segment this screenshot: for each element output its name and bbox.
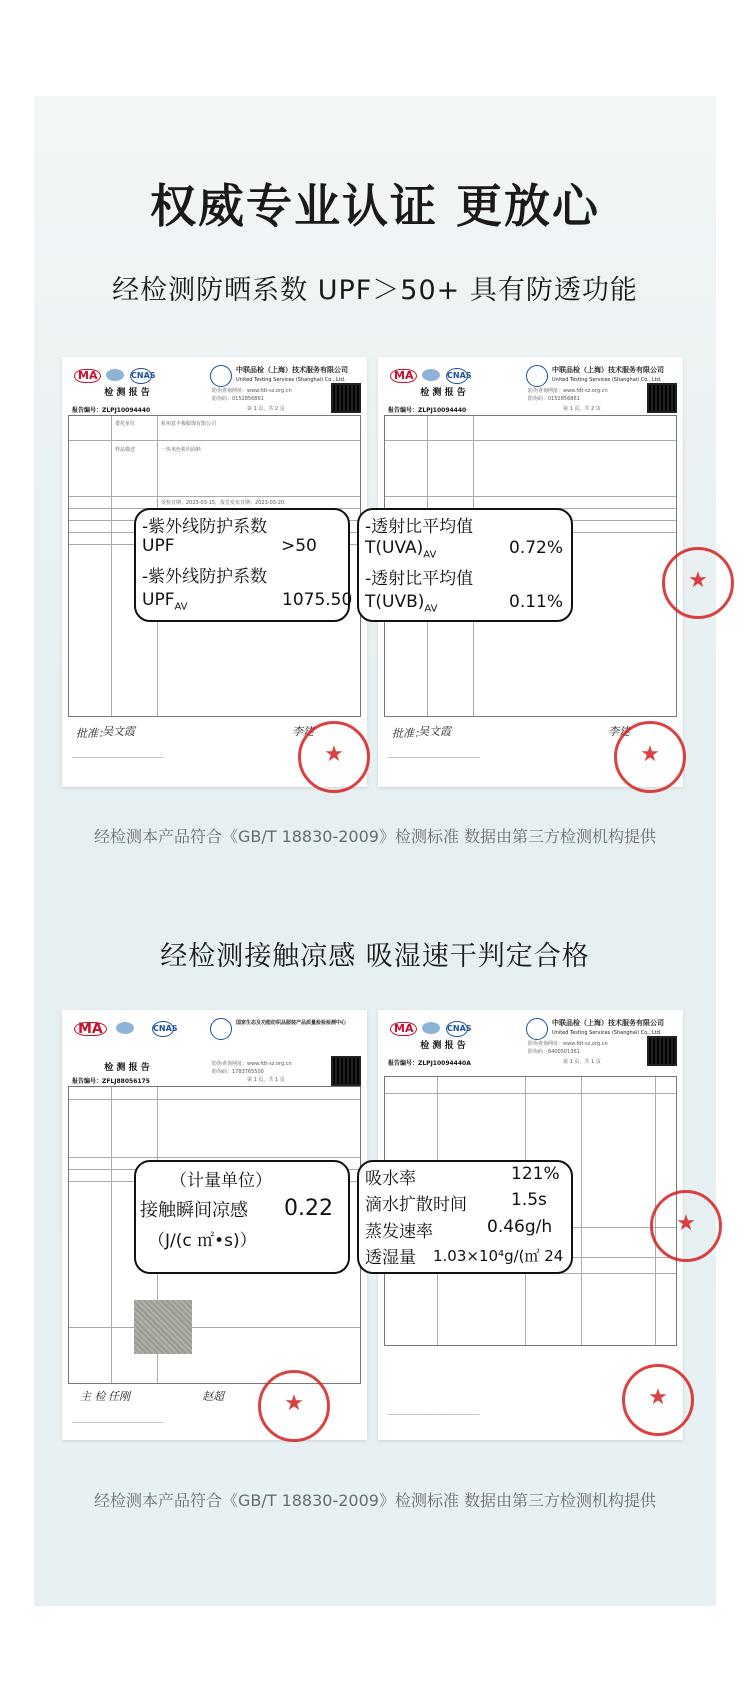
section2-caption: 经检测本产品符合《GB/T 18830-2009》检测标准 数据由第三方检测机构提供 <box>93 1491 657 1510</box>
cooling-label: 接触瞬间凉感 <box>140 1200 248 1221</box>
verify-code: 防伪码：1783765500 <box>212 1069 264 1075</box>
verify-code: 防伪码：0152856861 <box>212 396 264 402</box>
page-number: 第 1 页，共 2 页 <box>247 406 285 412</box>
upf-value-1: >50 <box>281 536 317 556</box>
report-title: 检 测 报 告 <box>104 1063 150 1073</box>
report-title: 检 测 报 告 <box>104 388 150 398</box>
uvb-label: -透射比平均值 <box>365 569 474 589</box>
qr-code-icon <box>331 1056 361 1086</box>
permeability-value: 1.03×10⁴g/(㎡ 24 <box>433 1247 564 1265</box>
upf-key-1: UPF <box>142 536 175 556</box>
org-name: 中联品检（上海）技术服务有限公司 United Testing Services (Shanghai) Co., Ltd. <box>552 1019 664 1036</box>
uva-value: 0.72% <box>509 538 564 558</box>
report-footer: ────────────────────────────────────── <box>72 1420 164 1425</box>
report-footer: ────────────────────────────────────── <box>72 755 164 760</box>
report-number: 报告编号：ZLPJ10094440 <box>72 407 151 414</box>
report-footer: ────────────────────────────────────── <box>388 1412 480 1417</box>
uts-logo-icon <box>526 365 548 387</box>
report-number: 报告编号：ZLPJ10094440A <box>388 1060 471 1067</box>
page-number: 第 1 页，共 2 页 <box>563 406 601 412</box>
cma-logo-icon: MA <box>390 1022 417 1036</box>
sample-value: 一块米色机织面料 <box>161 447 202 453</box>
cooling-callout <box>134 1160 350 1274</box>
red-seal-stamp-edge: ★ <box>662 547 734 619</box>
cnas-logo-icon: CNAS <box>152 1021 174 1037</box>
date-text: 受检日期：2023-03-15，报告发布日期：2023-03-20 <box>161 500 285 506</box>
fabric-sample-image <box>134 1300 192 1354</box>
report-header <box>70 1016 359 1048</box>
qr-code-icon <box>647 383 677 413</box>
approve-label: 批准： <box>392 727 425 740</box>
signature-1: 任刚 <box>108 1390 130 1403</box>
permeability-label: 透湿量 <box>365 1248 416 1268</box>
verify-url: 防伪查询网址：www.fdt-sz.org.cn <box>528 1041 608 1047</box>
cnas-logo-icon: CNAS <box>446 1021 468 1037</box>
org-name: 中联品检（上海）技术服务有限公司 United Testing Services (Shanghai) Co., Ltd. <box>236 366 348 383</box>
cma-logo-icon: MA <box>390 369 417 383</box>
report-number: 报告编号：ZLPJ10094440 <box>388 407 467 414</box>
signature-2: 李建 <box>292 725 314 738</box>
upf-value-2: 1075.50 <box>282 590 353 610</box>
red-seal-stamp: ★ <box>258 1370 330 1442</box>
diffusion-value: 1.5s <box>511 1190 547 1210</box>
upf-label-1: -紫外线防护系数 <box>142 517 268 537</box>
report-title: 检 测 报 告 <box>420 1041 466 1051</box>
signature-1: 吴文霞 <box>418 725 451 738</box>
cnas-logo-icon: CNAS <box>446 368 468 384</box>
page-number: 第 1 页，共 1 页 <box>247 1077 285 1083</box>
verify-code: 防伪码：6400501361 <box>528 1049 580 1055</box>
sample-label: 样品描述 <box>115 447 136 453</box>
client-value: 杭州意丰极服饰有限公司 <box>161 421 217 427</box>
transmittance-callout <box>357 508 573 622</box>
red-seal-stamp: ★ <box>622 1364 694 1436</box>
unit-label: （计量单位） <box>170 1171 272 1191</box>
qr-code-icon <box>331 383 361 413</box>
uts-logo-icon <box>210 365 232 387</box>
absorption-value: 121% <box>511 1164 560 1184</box>
uva-label: -透射比平均值 <box>365 517 474 537</box>
section1-subtitle: 经检测防晒系数 UPF＞50+ 具有防透功能 <box>112 275 638 306</box>
uvb-value: 0.11% <box>509 592 564 612</box>
section1-caption: 经检测本产品符合《GB/T 18830-2009》检测标准 数据由第三方检测机构提供 <box>93 827 657 846</box>
evaporation-label: 蒸发速率 <box>365 1222 433 1242</box>
page-heading: 权威专业认证 更放心 <box>149 179 600 233</box>
section2-subtitle: 经检测接触凉感 吸湿速干判定合格 <box>160 941 590 972</box>
report-number: 报告编号：ZFLJ88056175 <box>72 1078 150 1085</box>
uts-logo-icon <box>526 1018 548 1040</box>
signature-2: 赵超 <box>202 1390 224 1403</box>
client-label: 委托单位 <box>115 421 136 427</box>
cma-logo-icon: MA <box>74 1022 107 1036</box>
verify-url: 防伪查询网址：www.fdt-sz.org.cn <box>528 388 608 394</box>
evaporation-value: 0.46g/h <box>487 1217 553 1237</box>
ilac-logo-icon <box>116 1022 134 1034</box>
qr-code-icon <box>647 1036 677 1066</box>
uts-logo-icon <box>210 1018 232 1040</box>
diffusion-label: 滴水扩散时间 <box>365 1195 467 1215</box>
moisture-callout <box>357 1160 573 1274</box>
uvb-key: $T(UVB)_{AV}$ <box>365 592 438 615</box>
uva-key: $T(UVA)_{AV}$ <box>365 538 437 561</box>
inspector-label: 主 检 <box>80 1390 106 1403</box>
report-title: 检 测 报 告 <box>420 388 466 398</box>
org-name: 中联品检（上海）技术服务有限公司 United Testing Services (Shanghai) Co., Ltd. <box>552 366 664 383</box>
upf-label-2: -紫外线防护系数 <box>142 567 268 587</box>
cooling-unit: （J/(c ㎡•s)） <box>148 1231 257 1251</box>
ilac-logo-icon <box>106 369 124 381</box>
verify-code: 防伪码：0152856861 <box>528 396 580 402</box>
red-seal-stamp: ★ <box>298 721 370 793</box>
ilac-logo-icon <box>422 369 440 381</box>
cooling-value: 0.22 <box>284 1196 333 1221</box>
ilac-logo-icon <box>422 1022 440 1034</box>
absorption-label: 吸水率 <box>365 1169 416 1189</box>
red-seal-stamp-edge: ★ <box>650 1190 722 1262</box>
cnas-logo-icon: CNAS <box>130 368 152 384</box>
verify-url: 防伪查询网址：www.fdt-sz.org.cn <box>212 1061 292 1067</box>
report-footer: ────────────────────────────────────── <box>388 755 480 760</box>
upf-key-2: $UPF_{AV}$ <box>142 590 188 613</box>
signature-2: 李建 <box>608 725 630 738</box>
approve-label: 批准： <box>76 727 109 740</box>
upf-callout <box>134 508 353 622</box>
verify-url: 防伪查询网址：www.fdt-sz.org.cn <box>212 388 292 394</box>
signature-1: 吴文霞 <box>102 725 135 738</box>
page-number: 第 1 页，共 1 页 <box>563 1059 601 1065</box>
cma-logo-icon: MA <box>74 369 101 383</box>
red-seal-stamp: ★ <box>614 721 686 793</box>
org-name: 国家生态及功能纺织品服装产品质量检验检测中心 <box>236 1020 347 1026</box>
